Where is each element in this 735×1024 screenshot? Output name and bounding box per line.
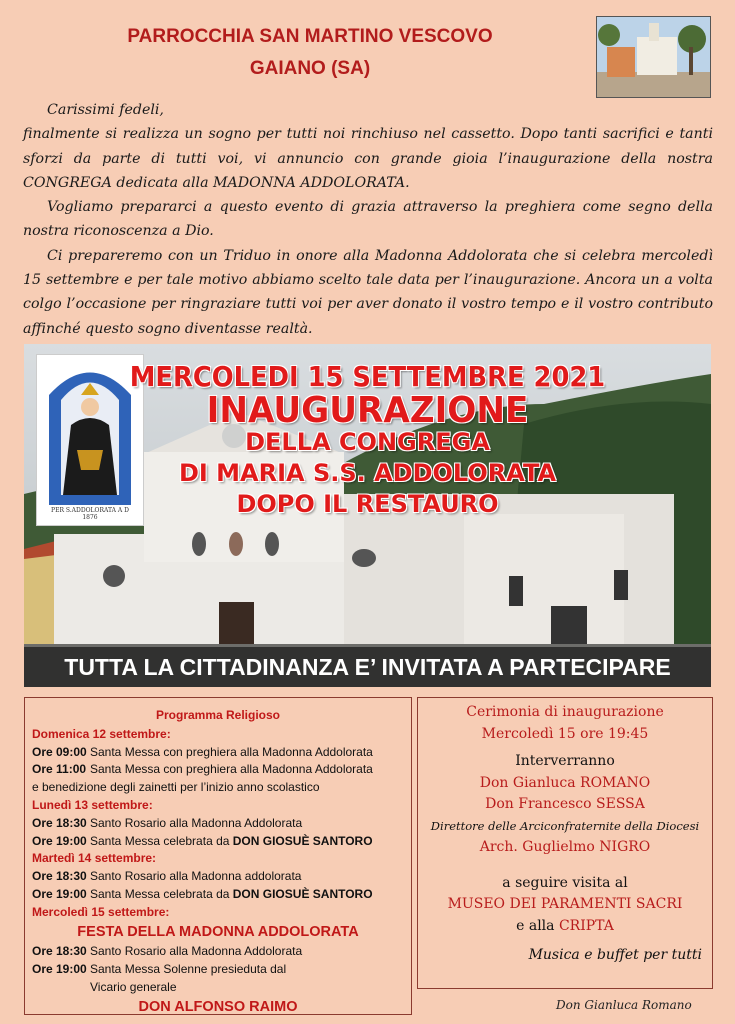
- speaker-2-role: Direttore delle Arciconfraternite della Diocesi: [430, 818, 700, 833]
- program-day-3: Martedì 14 settembre:: [32, 851, 157, 866]
- speaker-2: Don Francesco SESSA: [485, 796, 645, 812]
- program-row: Ore 18:30 Santo Rosario alla Madonna Addolorata: [32, 944, 303, 959]
- program-row: Ore 19:00 Santa Messa celebrata da DON GIOSUÈ SANTORO: [32, 833, 373, 848]
- speaker-3: Arch. Guglielmo NIGRO: [479, 839, 651, 855]
- program-row: Ore 18:30 Santo Rosario alla Madonna addolorata: [32, 869, 302, 884]
- poster-date: MERCOLEDI 15 SETTEMBRE 2021: [129, 360, 606, 393]
- program-row-continued: Vicario generale: [90, 979, 177, 994]
- signature: Don Gianluca Romano: [556, 998, 692, 1012]
- poster-subline-3: DOPO IL RESTAURO: [236, 490, 499, 518]
- ceremony-time: Mercoledì 15 ore 19:45: [481, 725, 649, 742]
- program-row: Ore 18:30 Santo Rosario alla Madonna Addolorata: [32, 815, 303, 830]
- program-row-continued: e benedizione degli zainetti per l’inizio anno scolastico: [32, 780, 320, 795]
- ceremony-title: Cerimonia di inaugurazione: [466, 704, 664, 720]
- program-row: Ore 09:00 Santa Messa con preghiera alla Madonna Addolorata: [32, 744, 373, 759]
- parish-name: PARROCCHIA SAN MARTINO VESCOVO: [127, 26, 493, 47]
- follow-label: a seguire visita al: [502, 874, 628, 891]
- museum-name: MUSEO DEI PARAMENTI SACRI: [447, 896, 683, 912]
- speakers-label: Interverranno: [515, 753, 615, 769]
- invitation-banner: TUTTA LA CITTADINANZA E’ INVITATA A PARTECIPARE: [24, 647, 711, 687]
- ceremony-box: [417, 697, 713, 989]
- congrega-poster: [24, 344, 711, 687]
- pastor-letter: [23, 98, 713, 341]
- program-row: Ore 19:00 Santa Messa celebrata da DON GIOSUÈ SANTORO: [32, 886, 373, 901]
- program-day-2: Lunedì 13 settembre:: [32, 797, 153, 812]
- poster-headline: INAUGURAZIONE: [206, 390, 529, 431]
- poster-subline-2: DI MARIA S.S. ADDOLORATA: [178, 459, 557, 487]
- program-row: Ore 11:00 Santa Messa con preghiera alla Madonna Addolorata: [32, 762, 373, 777]
- program-row: Ore 19:00 Santa Messa Solenne presieduta dal: [32, 962, 287, 977]
- buffet-note: Musica e buffet per tutti: [528, 947, 702, 963]
- program-day-4: Mercoledì 15 settembre:: [32, 904, 170, 919]
- letter-paragraph-1: finalmente si realizza un sogno per tutti noi rinchiuso nel cassetto. Dopo tanti sacrifici e tanti sforzi da parte di tutti voi, vi annuncio con grande gioia l’inaugurazione della nostra CONGREGA dedicata alla MADONNA ADDOLORATA.: [23, 126, 713, 191]
- crypt-line: e alla CRIPTA: [516, 917, 614, 934]
- tile-caption: PER S.ADDOLORATA A D 1876: [51, 507, 129, 521]
- program-day-1: Domenica 12 settembre:: [32, 726, 171, 741]
- feast-title: FESTA DELLA MADONNA ADDOLORATA: [77, 923, 359, 940]
- parish-location: GAIANO (SA): [249, 58, 371, 79]
- religious-program-box: [24, 697, 412, 1015]
- church-thumbnail-image: [596, 16, 711, 98]
- celebrant-name: DON ALFONSO RAIMO: [138, 998, 298, 1015]
- letter-greeting: Carissimi fedeli,: [47, 102, 164, 118]
- poster-subline-1: DELLA CONGREGA: [245, 428, 490, 456]
- letter-paragraph-3: Ci prepareremo con un Triduo in onore alla Madonna Addolorata che si celebra mercoledì 15 settembre e per tale motivo abbiamo scelto tale data per l’inaugurazione. Ancora un a volta colgo l’occasione per ringraziare tutti voi per aver donato il vostro tempo e il vostro contributo affinché questo sogno diventasse realtà.: [23, 247, 713, 337]
- speaker-1: Don Gianluca ROMANO: [479, 774, 651, 791]
- letter-paragraph-2: Vogliamo prepararci a questo evento di grazia attraverso la preghiera come segno della nostra riconoscenza a Dio.: [23, 199, 713, 240]
- program-title: Programma Religioso: [155, 708, 281, 722]
